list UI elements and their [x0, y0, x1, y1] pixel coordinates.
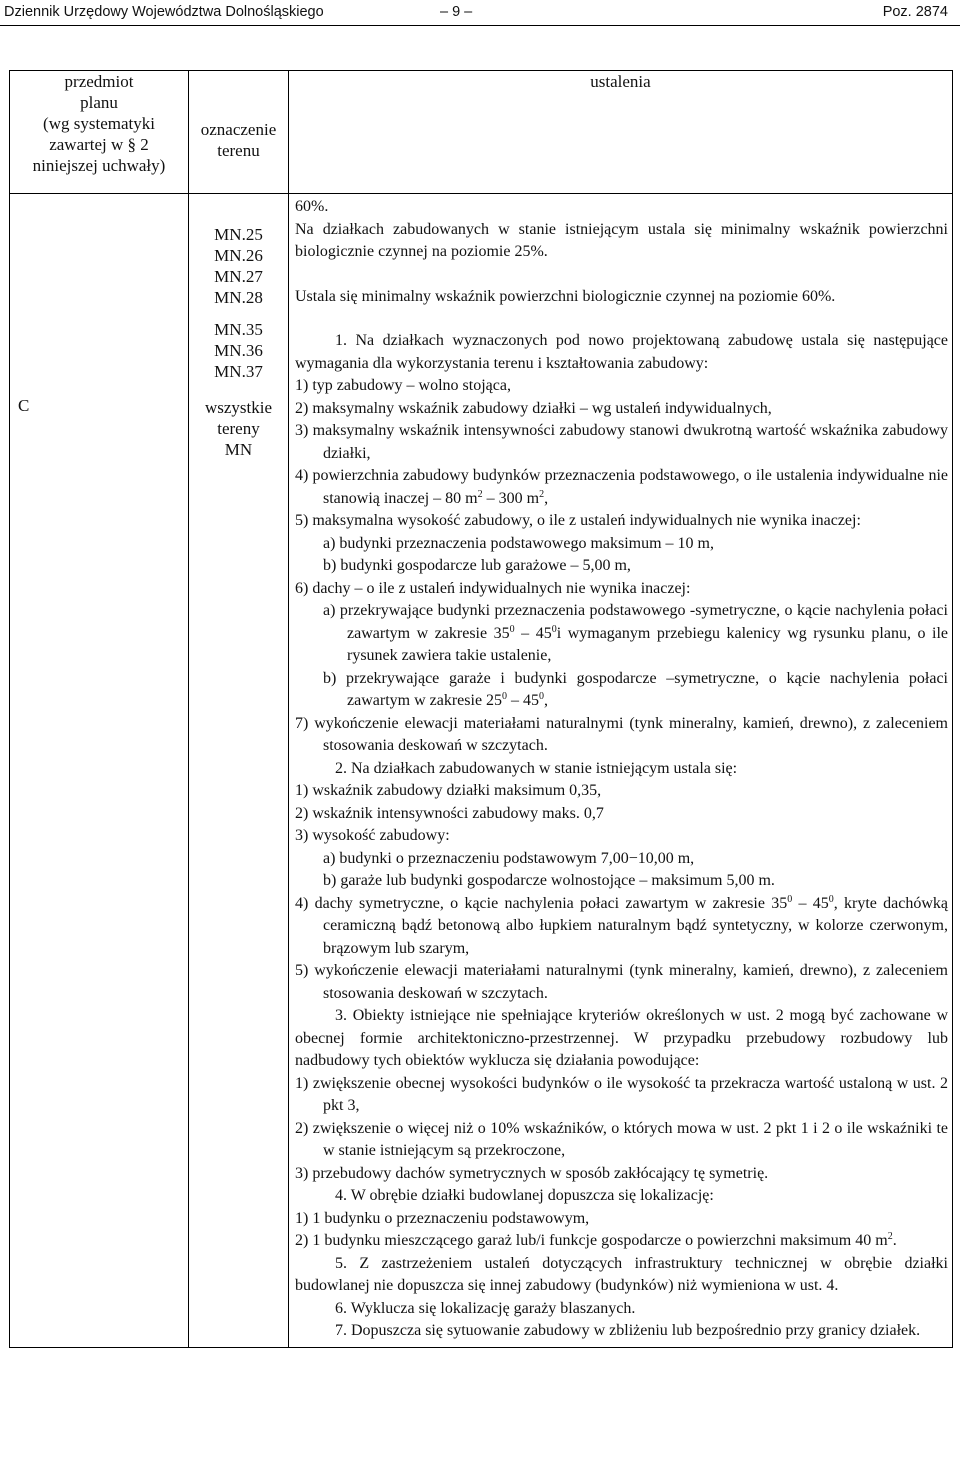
- terrain-code: MN.27: [214, 267, 263, 286]
- regulations-table: [9, 70, 953, 1348]
- header-subject-line: przedmiot: [64, 72, 134, 91]
- terrain-code: MN.37: [214, 362, 263, 381]
- position-number: Poz. 2874: [882, 4, 948, 20]
- list-item: 2) maksymalny wskaźnik zabudowy działki – wg ustaleń indywidualnych,: [295, 399, 772, 417]
- list-item: 5) wykończenie elewacji materiałami naturalnymi (tynk mineralny, kamień, drewno), z zaleceniem stosowania deskowań w szczytach.: [295, 962, 948, 1002]
- page-number: – 9 –: [440, 4, 473, 20]
- header-subject-line: planu: [80, 93, 118, 112]
- text-paragraph: 4. W obrębie działki budowlanej dopuszcza się lokalizację:: [335, 1187, 714, 1204]
- list-item: 3) przebudowy dachów symetrycznych w sposób zakłócający tę symetrię.: [295, 1164, 769, 1182]
- terrain-code: MN.36: [214, 341, 263, 360]
- list-item: 2) wskaźnik intensywności zabudowy maks. 0,7: [295, 804, 604, 822]
- header-designation-line: terenu: [217, 141, 260, 160]
- terrain-code: MN.25: [214, 225, 263, 244]
- superscript: 0: [539, 691, 545, 702]
- text-span: b) przekrywające garaże i budynki gospodarcze –symetryczne, o kącie nachylenia połaci zawartym w zakresie 25: [323, 669, 948, 709]
- journal-title: Dziennik Urzędowy Województwa Dolnośląskiego: [4, 4, 324, 20]
- text-paragraph: 3. Obiekty istniejące nie spełniające kryteriów określonych w ust. 2 mogą być zachowane w obecnej formie architektoniczno-przestrzennej. W przypadku przebudowy rozbudowy lub nadbudowy tych obiektów wyklucza się działania powodujące:: [295, 1007, 948, 1069]
- list-item: 3) maksymalny wskaźnik intensywności zabudowy stanowi dwukrotną wartość wskaźnika zabudowy działki,: [295, 422, 948, 462]
- sub-list-item: b) budynki gospodarcze lub garażowe – 5,00 m,: [323, 557, 631, 574]
- text-paragraph: 5. Z zastrzeżeniem ustaleń dotyczących infrastruktury technicznej w obrębie działki budowlanej nie dopuszcza się innej zabudowy (budynków) niż wymieniona w ust. 4.: [295, 1254, 948, 1294]
- superscript: 0: [509, 623, 515, 635]
- text-span: – 45: [514, 624, 552, 642]
- table-body-row: [10, 194, 953, 1348]
- mn-group-1: [189, 224, 288, 308]
- all-terrains: [189, 397, 288, 460]
- list-item: [295, 465, 948, 510]
- list-item: 7) wykończenie elewacji materiałami naturalnymi (tynk mineralny, kamień, drewno), z zaleceniem stosowania deskowań w szczytach.: [295, 714, 948, 754]
- text-line: 60%.: [295, 198, 329, 215]
- mn-group-2: [189, 319, 288, 382]
- superscript: 0: [551, 623, 557, 635]
- all-terrains-line: wszystkie: [204, 398, 273, 417]
- terrain-code: MN.28: [214, 288, 263, 307]
- sub-list-item: a) budynki przeznaczenia podstawowego maksimum – 10 m,: [323, 534, 714, 552]
- page-header: [0, 0, 960, 26]
- list-item: 6) dachy – o ile z ustaleń indywidualnych nie wynika inaczej:: [295, 579, 691, 597]
- list-item: 1) 1 budynku o przeznaczeniu podstawowym,: [295, 1209, 590, 1227]
- sub-list-item: b) garaże lub budynki gospodarcze wolnostojące – maksimum 5,00 m.: [323, 872, 775, 889]
- text-span: ,: [544, 489, 549, 507]
- header-subject-line: (wg systematyki: [43, 114, 155, 133]
- list-item: 2) zwiększenie o więcej niż o 10% wskaźników, o których mowa w ust. 2 pkt 1 i 2 o ile wskaźniki te w stanie istniejącym są przekroczone,: [295, 1119, 948, 1159]
- text-span: 2) 1 budynku mieszczącego garaż lub/i funkcje gospodarcze o powierzchni maksimum 40 m: [295, 1232, 888, 1249]
- sub-list-item: a) budynki o przeznaczeniu podstawowym 7,00−10,00 m,: [323, 849, 695, 867]
- all-terrains-line: MN: [224, 440, 253, 459]
- terrain-code: MN.26: [214, 246, 263, 265]
- header-designation: [189, 71, 289, 194]
- text-span: 4) dachy symetryczne, o kącie nachylenia połaci zawartym w zakresie 35: [295, 894, 788, 912]
- text-span: 4) powierzchnia zabudowy budynków przeznaczenia podstawowego, o ile ustalenia indywidualne nie stanowią inaczej – 80 m: [295, 467, 948, 507]
- superscript: 2: [887, 1231, 893, 1242]
- header-subject-line: niniejszej uchwały): [32, 156, 166, 175]
- superscript: 2: [477, 488, 483, 500]
- superscript: 0: [502, 691, 508, 702]
- table-header-row: [10, 71, 953, 194]
- designation-cell: [189, 194, 289, 1348]
- header-subject: [10, 71, 189, 194]
- text-span: i wymaganym przebiegu kalenicy wg rysunku planu, o ile rysunek zawiera takie ustalenie,: [347, 624, 949, 664]
- text-paragraph: 7. Dopuszcza się sytuowanie zabudowy w zbliżeniu lub bezpośrednio przy granicy działek.: [335, 1322, 921, 1339]
- text-paragraph: Na działkach zabudowanych w stanie istniejącym ustala się minimalny wskaźnik powierzchni biologicznie czynnej na poziomie 25%.: [295, 220, 948, 260]
- text-span: .: [892, 1232, 897, 1249]
- list-item: 1) typ zabudowy – wolno stojąca,: [295, 377, 511, 394]
- text-span: , kryte dachówką ceramiczną bądź betonową albo łupkiem naturalnym bądź syntetyczny, w kolorze czerwonym, brązowym lub szarym,: [323, 894, 949, 957]
- text-paragraph: 6. Wyklucza się lokalizację garaży blaszanych.: [335, 1299, 636, 1317]
- text-span: – 300 m: [482, 489, 540, 507]
- sub-list-item: [295, 668, 948, 713]
- list-item: [295, 1230, 948, 1253]
- text-span: – 45: [792, 894, 829, 912]
- text-paragraph: 1. Na działkach wyznaczonych pod nowo projektowaną zabudowę ustala się następujące wymagania dla wykorzystania terenu i kształtowania zabudowy:: [295, 332, 948, 372]
- list-item: [295, 893, 948, 961]
- list-item: 1) zwiększenie obecnej wysokości budynków o ile wysokość ta przekracza wartość ustaloną w ust. 2 pkt 3,: [295, 1074, 948, 1114]
- header-designation-line: oznaczenie: [200, 120, 277, 139]
- regulations-cell: [289, 194, 953, 1348]
- text-span: – 45: [507, 692, 540, 709]
- text-span: ,: [544, 692, 549, 709]
- list-item: 3) wysokość zabudowy:: [295, 827, 450, 844]
- superscript: 0: [787, 893, 793, 905]
- text-paragraph: Ustala się minimalny wskaźnik powierzchni biologicznie czynnej na poziomie 60%.: [295, 287, 836, 305]
- header-regulations: ustalenia: [289, 71, 953, 194]
- list-item: 5) maksymalna wysokość zabudowy, o ile z ustaleń indywidualnych nie wynika inaczej:: [295, 512, 861, 529]
- terrain-code: MN.35: [214, 320, 263, 339]
- text-span: a) przekrywające budynki przeznaczenia podstawowego -symetryczne, o kącie nachylenia połaci zawartym w zakresie 35: [323, 602, 948, 642]
- superscript: 0: [828, 893, 834, 905]
- text-paragraph: 2. Na działkach zabudowanych w stanie istniejącym ustala się:: [335, 759, 738, 777]
- section-letter: C: [18, 396, 30, 415]
- list-item: 1) wskaźnik zabudowy działki maksimum 0,35,: [295, 782, 602, 799]
- sub-list-item: [295, 600, 948, 668]
- subject-cell: [10, 194, 189, 1348]
- header-subject-line: zawartej w § 2: [49, 135, 149, 154]
- all-terrains-line: tereny: [217, 419, 260, 438]
- superscript: 2: [539, 488, 545, 500]
